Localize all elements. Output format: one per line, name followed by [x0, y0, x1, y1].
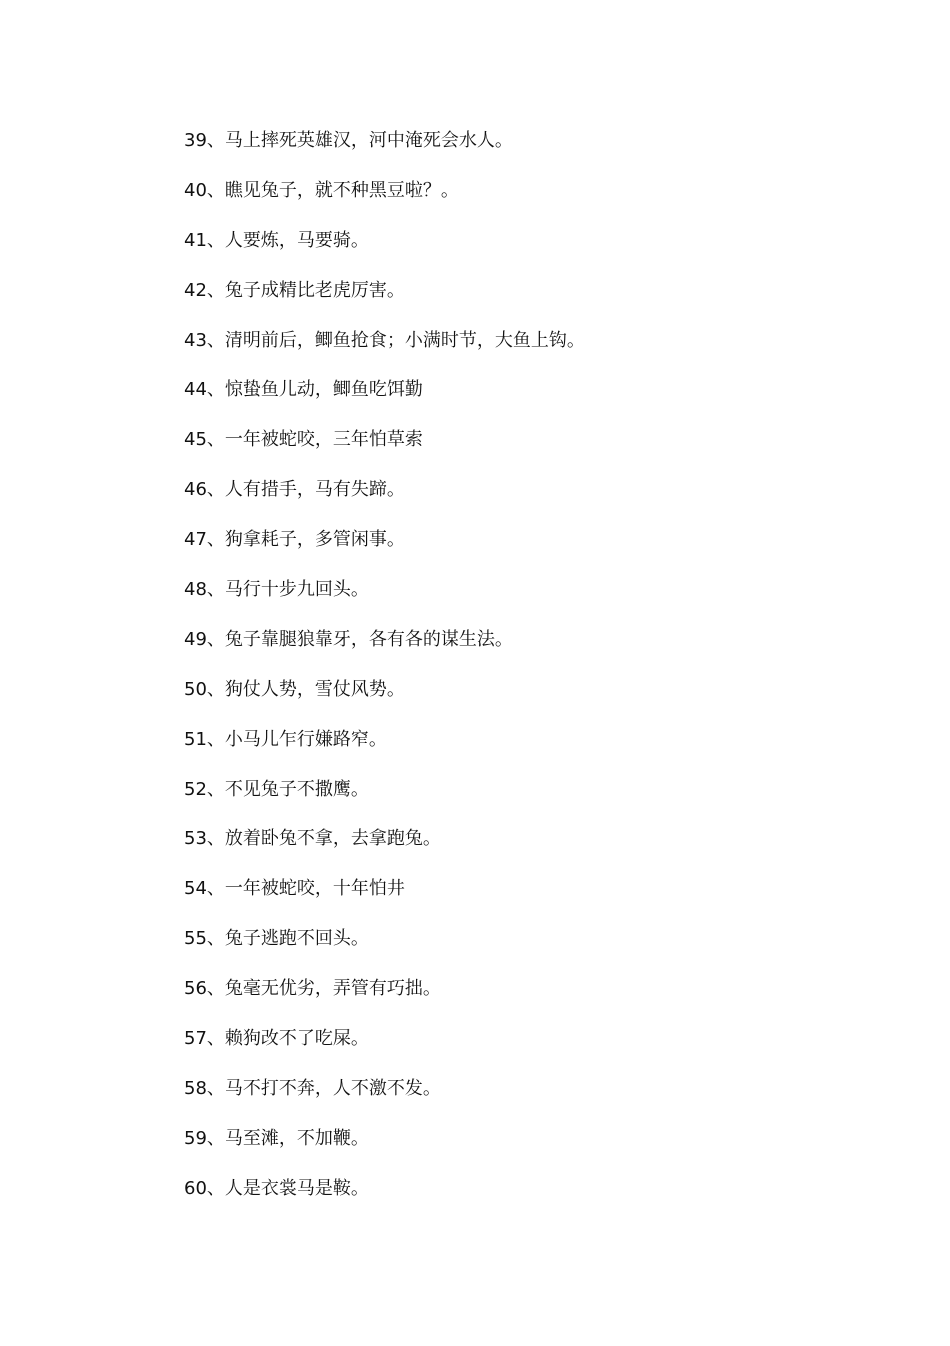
item-number: 46 — [184, 479, 207, 501]
item-separator: 、 — [206, 130, 225, 151]
list-item — [184, 824, 884, 874]
item-number: 40 — [184, 179, 207, 201]
item-number: 54 — [184, 878, 207, 900]
item-separator: 、 — [206, 1127, 225, 1149]
item-number: 52 — [184, 778, 207, 800]
list-item — [184, 126, 884, 176]
proverb-list — [184, 126, 884, 1224]
item-number: 59 — [184, 1127, 207, 1149]
item-number: 56 — [184, 978, 207, 1000]
item-text: 不见兔子不撒鹰。 — [224, 778, 369, 800]
item-text: 兔子成精比老虎厉害。 — [224, 279, 405, 301]
item-text: 马上摔死英雄汉，河中淹死会水人。 — [224, 130, 513, 151]
item-separator: 、 — [206, 878, 225, 900]
item-separator: 、 — [206, 229, 225, 251]
item-number: 48 — [184, 579, 207, 601]
item-number: 49 — [184, 628, 207, 650]
item-number: 58 — [184, 1077, 207, 1099]
item-number: 41 — [184, 229, 207, 251]
item-text: 赖狗改不了吃屎。 — [224, 1028, 369, 1050]
list-item — [184, 575, 884, 625]
item-text: 人是衣裳马是鞍。 — [224, 1177, 369, 1199]
list-item — [184, 1024, 884, 1074]
list-item — [184, 625, 884, 675]
list-item — [184, 1174, 884, 1224]
item-number: 47 — [184, 529, 207, 551]
item-separator: 、 — [206, 678, 225, 700]
item-separator: 、 — [206, 529, 225, 551]
list-item — [184, 425, 884, 475]
item-separator: 、 — [206, 1177, 225, 1199]
item-number: 60 — [184, 1177, 207, 1199]
list-item — [184, 1124, 884, 1174]
list-item — [184, 775, 884, 825]
list-item — [184, 326, 884, 376]
list-item — [184, 176, 884, 226]
item-text: 马不打不奔，人不激不发。 — [224, 1077, 441, 1099]
list-item — [184, 375, 884, 425]
list-item — [184, 675, 884, 725]
item-text: 兔子靠腿狼靠牙，各有各的谋生法。 — [224, 628, 513, 650]
list-item — [184, 1074, 884, 1124]
item-number: 53 — [184, 828, 207, 850]
list-item — [184, 924, 884, 974]
item-separator: 、 — [206, 429, 225, 451]
item-separator: 、 — [206, 978, 225, 1000]
item-separator: 、 — [206, 479, 225, 501]
item-number: 43 — [184, 329, 207, 351]
list-item — [184, 974, 884, 1024]
list-item — [184, 725, 884, 775]
item-text: 马行十步九回头。 — [224, 579, 369, 601]
list-item — [184, 226, 884, 276]
item-text: 兔毫无优劣，弄管有巧拙。 — [224, 978, 441, 1000]
item-text: 人有措手，马有失蹄。 — [224, 479, 405, 501]
item-separator: 、 — [206, 1028, 225, 1050]
item-text: 一年被蛇咬，十年怕井 — [224, 878, 405, 900]
item-text: 小马儿乍行嫌路窄。 — [224, 728, 387, 750]
item-separator: 、 — [206, 778, 225, 800]
item-text: 狗拿耗子，多管闲事。 — [224, 529, 405, 551]
item-number: 51 — [184, 728, 207, 750]
item-text: 马至滩，不加鞭。 — [224, 1127, 369, 1149]
item-separator: 、 — [206, 579, 225, 601]
item-text: 惊蛰鱼儿动，鲫鱼吃饵勤 — [224, 379, 423, 401]
item-separator: 、 — [206, 928, 225, 950]
item-number: 42 — [184, 279, 207, 301]
item-separator: 、 — [206, 179, 225, 201]
list-item — [184, 475, 884, 525]
item-separator: 、 — [206, 379, 225, 401]
item-number: 57 — [184, 1028, 207, 1050]
item-separator: 、 — [206, 279, 225, 301]
item-text: 清明前后，鲫鱼抢食；小满时节，大鱼上钩。 — [224, 329, 585, 351]
item-number: 39 — [184, 130, 207, 151]
item-separator: 、 — [206, 628, 225, 650]
item-number: 45 — [184, 429, 207, 451]
item-text: 兔子逃跑不回头。 — [224, 928, 369, 950]
item-text: 狗仗人势，雪仗风势。 — [224, 678, 405, 700]
item-number: 44 — [184, 379, 207, 401]
list-item — [184, 525, 884, 575]
item-separator: 、 — [206, 329, 225, 351]
list-item — [184, 276, 884, 326]
item-text: 人要炼，马要骑。 — [224, 229, 369, 251]
item-number: 50 — [184, 678, 207, 700]
item-number: 55 — [184, 928, 207, 950]
item-separator: 、 — [206, 1077, 225, 1099]
item-text: 放着卧兔不拿，去拿跑兔。 — [224, 828, 441, 850]
item-separator: 、 — [206, 728, 225, 750]
item-text: 一年被蛇咬，三年怕草索 — [224, 429, 423, 451]
list-item — [184, 874, 884, 924]
item-separator: 、 — [206, 828, 225, 850]
item-text: 瞧见兔子，就不种黑豆啦？。 — [224, 179, 459, 201]
